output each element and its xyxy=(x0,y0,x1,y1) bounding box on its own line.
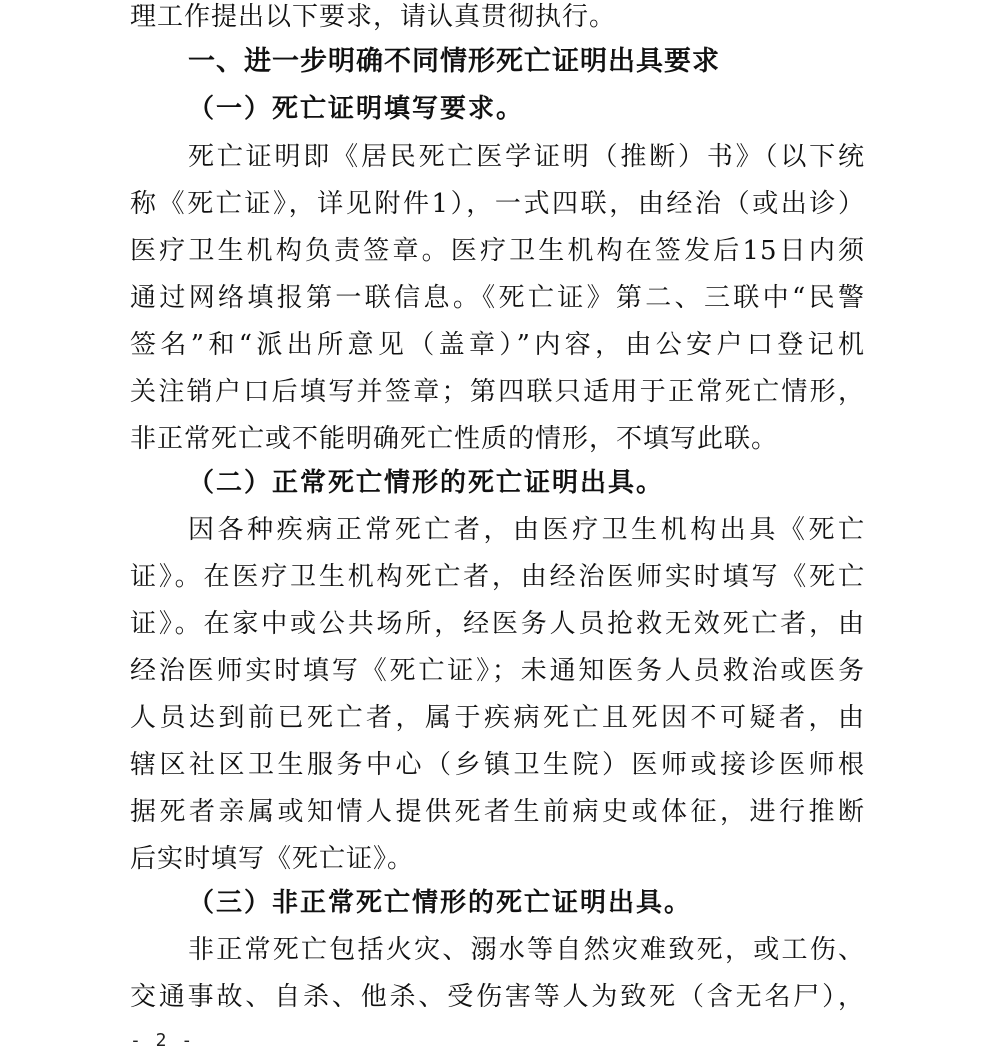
paragraph-line: 证》。在医疗卫生机构死亡者，由经治医师实时填写《死亡 xyxy=(130,562,865,592)
paragraph-line: 交通事故、自杀、他杀、受伤害等人为致死（含无名尸）， xyxy=(130,982,865,1012)
paragraph-line: 死亡证明即《居民死亡医学证明（推断）书》（以下统 xyxy=(188,142,865,172)
paragraph-line: 因各种疾病正常死亡者，由医疗卫生机构出具《死亡 xyxy=(188,515,865,545)
paragraph-line: 签名”和“派出所意见（盖章）”内容，由公安户口登记机 xyxy=(130,330,865,360)
paragraph-line: 后实时填写《死亡证》。 xyxy=(130,844,415,874)
paragraph-line: 据死者亲属或知情人提供死者生前病史或体征，进行推断 xyxy=(130,797,865,827)
subsection-heading: （一）死亡证明填写要求。 xyxy=(188,94,525,124)
paragraph-line: 人员达到前已死亡者，属于疾病死亡且死因不可疑者，由 xyxy=(130,703,865,733)
subsection-heading: （二）正常死亡情形的死亡证明出具。 xyxy=(188,468,665,498)
paragraph-line: 经治医师实时填写《死亡证》；未通知医务人员救治或医务 xyxy=(130,656,865,686)
paragraph-line: 非正常死亡或不能明确死亡性质的情形，不填写此联。 xyxy=(130,424,779,454)
paragraph-line: 称《死亡证》，详见附件1），一式四联，由经治（或出诊） xyxy=(130,189,865,219)
paragraph-line: 理工作提出以下要求，请认真贯彻执行。 xyxy=(130,2,617,32)
section-heading: 一、进一步明确不同情形死亡证明出具要求 xyxy=(188,46,720,77)
paragraph-line: 辖区社区卫生服务中心（乡镇卫生院）医师或接诊医师根 xyxy=(130,750,865,780)
page-number: - 2 - xyxy=(130,1030,195,1051)
paragraph-line: 医疗卫生机构负责签章。医疗卫生机构在签发后15日内须 xyxy=(130,236,865,266)
paragraph-line: 通过网络填报第一联信息。《死亡证》第二、三联中“民警 xyxy=(130,283,865,313)
paragraph-line: 关注销户口后填写并签章；第四联只适用于正常死亡情形， xyxy=(130,377,865,407)
paragraph-line: 非正常死亡包括火灾、溺水等自然灾难致死，或工伤、 xyxy=(188,935,865,965)
paragraph-line: 证》。在家中或公共场所，经医务人员抢救无效死亡者，由 xyxy=(130,609,865,639)
subsection-heading: （三）非正常死亡情形的死亡证明出具。 xyxy=(188,888,693,918)
